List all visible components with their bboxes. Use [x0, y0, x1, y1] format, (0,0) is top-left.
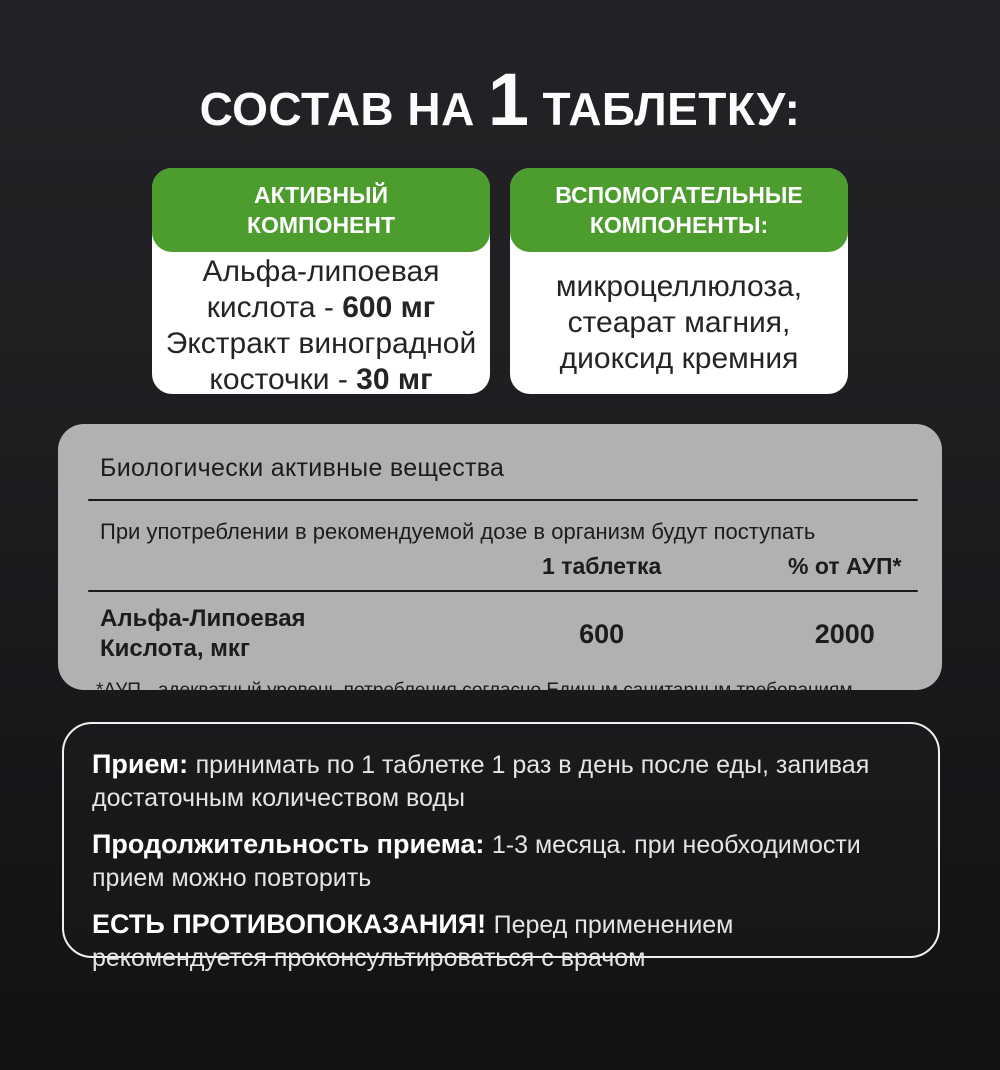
auxiliary-header-line1: ВСПОМОГАТЕЛЬНЫЕ [555, 182, 803, 208]
ingredient-prefix: косточки - [209, 363, 357, 396]
table-subtitle: При употреблении в рекомендуемой дозе в организм будут поступать [100, 519, 816, 544]
ingredient-line: Экстракт виноградной [165, 327, 477, 360]
auxiliary-header-line2: КОМПОНЕНТЫ: [589, 212, 769, 238]
instructions-box [62, 722, 940, 972]
warning-label: ЕСТЬ ПРОТИВОПОКАЗАНИЯ! [92, 909, 487, 939]
page-title-inner [199, 58, 801, 141]
page-title [0, 58, 1000, 141]
duration-text: 1-3 месяца. при необходимости прием можно повторить [92, 831, 861, 892]
table-row-label [58, 604, 456, 664]
warning-paragraph [92, 908, 908, 975]
auxiliary-line: диоксид кремния [559, 342, 799, 375]
active-header-line2: КОМПОНЕНТ [246, 212, 396, 238]
ingredient-line [156, 290, 486, 326]
usage-paragraph [92, 748, 908, 815]
auxiliary-components-header [510, 168, 848, 252]
table-header-aup: % от АУП* [788, 553, 902, 579]
table-dose-value: 600 [579, 618, 625, 649]
component-cards [0, 168, 1000, 394]
title-prefix: СОСТАВ НА [199, 83, 475, 135]
active-component-body [152, 252, 490, 400]
duration-label: Продолжительность приема: [92, 829, 485, 859]
title-suffix: ТАБЛЕТКУ: [542, 83, 801, 135]
usage-label: Прием: [92, 749, 189, 779]
table-title: Биологически активные вещества [100, 454, 505, 482]
table-header-row [58, 549, 942, 590]
table-row-label-line2: Кислота, мкг [100, 635, 250, 662]
auxiliary-components-card [510, 168, 848, 394]
active-component-header [152, 168, 490, 252]
ingredient-line [156, 362, 486, 398]
table-header-dose: 1 таблетка [542, 553, 662, 579]
active-component-card [152, 168, 490, 394]
auxiliary-line: микроцеллюлоза, [555, 270, 803, 303]
active-header-line1: АКТИВНЫЙ [253, 182, 389, 208]
active-substances-table [58, 424, 942, 701]
table-aup-value: 2000 [814, 618, 875, 649]
duration-paragraph [92, 828, 908, 895]
table-row-label-line1: Альфа-Липоевая [100, 605, 306, 632]
ingredient-amount: 600 мг [342, 291, 436, 324]
table-row [58, 592, 942, 674]
auxiliary-components-body [510, 252, 848, 394]
ingredient-amount: 30 мг [356, 363, 433, 396]
warning-text: Перед применением рекомендуется проконсультироваться с врачом [92, 911, 734, 972]
ingredient-line: Альфа-липоевая [202, 255, 440, 288]
auxiliary-line: стеарат магния, [567, 306, 791, 339]
title-number: 1 [487, 58, 530, 141]
usage-text: принимать по 1 таблетке 1 раз в день после еды, запивая достаточным количеством воды [92, 751, 870, 812]
ingredient-prefix: кислота - [206, 291, 343, 324]
table-footnote: *АУП - адекватный уровень потребления согласно Единым санитарным требованиям [96, 680, 853, 701]
